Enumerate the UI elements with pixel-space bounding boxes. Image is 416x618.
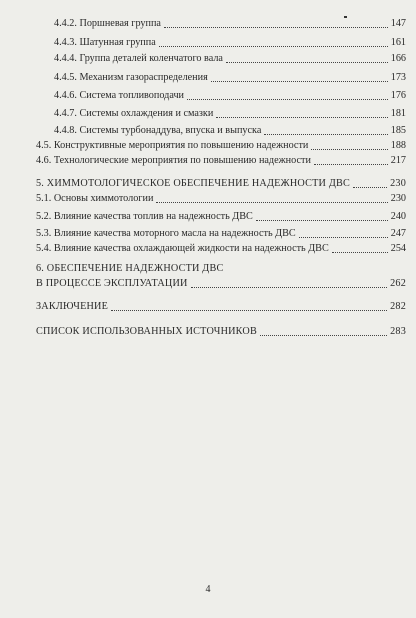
toc-entry-page: 176	[390, 90, 406, 101]
toc-entry-chapter-5[interactable]	[36, 178, 406, 190]
toc-entry-label: 4.5. Конструктивные мероприятия по повышению надежности	[36, 140, 309, 151]
toc-entry-label: ЗАКЛЮЧЕНИЕ	[36, 301, 109, 312]
leader-dots	[216, 117, 387, 118]
toc-entry-5-1[interactable]	[36, 193, 406, 205]
leader-dots	[211, 81, 388, 82]
leader-dots	[299, 237, 388, 238]
leader-dots	[187, 99, 388, 100]
toc-entry-4-5[interactable]	[36, 140, 406, 152]
leader-dots	[353, 187, 387, 188]
toc-entry-label: 5.1. Основы химмотологии	[36, 193, 154, 204]
toc-entry-page: 217	[390, 155, 406, 166]
toc-entry-page: 282	[390, 301, 406, 312]
toc-entry-4-6[interactable]	[36, 155, 406, 167]
toc-entry-label: 4.4.2. Поршневая группа	[54, 18, 161, 29]
toc-entry-label: 4.4.8. Системы турбонаддува, впуска и выпуска	[54, 125, 262, 136]
toc-entry-label: 4.4.4. Группа деталей коленчатого вала	[54, 53, 223, 64]
leader-dots	[260, 335, 387, 336]
toc-entry-5-2[interactable]	[36, 211, 406, 223]
toc-entry-page: 262	[390, 278, 406, 289]
leader-dots	[314, 164, 388, 165]
toc-chapter-6-title-line-1[interactable]: 6. ОБЕСПЕЧЕНИЕ НАДЕЖНОСТИ ДВС	[36, 263, 224, 274]
toc-entry-page: 185	[390, 125, 406, 136]
toc-entry-page: 166	[390, 53, 406, 64]
toc-entry-page: 147	[390, 18, 406, 29]
toc-entry-label: 5.3. Влияние качества моторного масла на надежность ДВС	[36, 228, 296, 239]
toc-entry-label: 5.2. Влияние качества топлив на надежность ДВС	[36, 211, 253, 222]
toc-entry-label: 4.4.3. Шатунная группа	[54, 37, 156, 48]
leader-dots	[332, 252, 388, 253]
toc-entry-4-4-2[interactable]	[54, 18, 406, 30]
toc-entry-label: 5.4. Влияние качества охлаждающей жидкости на надежность ДВС	[36, 243, 329, 254]
toc-entry-4-4-6[interactable]	[54, 90, 406, 102]
toc-entry-page: 181	[390, 108, 406, 119]
toc-entry-4-4-5[interactable]	[54, 72, 406, 84]
leader-dots	[191, 287, 388, 288]
toc-entry-label: 4.4.7. Системы охлаждения и смазки	[54, 108, 214, 119]
toc-entry-4-4-7[interactable]	[54, 108, 406, 120]
leader-dots	[164, 27, 388, 28]
toc-entry-page: 161	[390, 37, 406, 48]
leader-dots	[256, 220, 388, 221]
toc-entry-5-3[interactable]	[36, 228, 406, 240]
toc-entry-page: 230	[390, 193, 406, 204]
toc-entry-5-4[interactable]	[36, 243, 406, 255]
toc-entry-label: 4.4.6. Система топливоподачи	[54, 90, 185, 101]
toc-entry-chapter-6[interactable]	[36, 278, 406, 290]
toc-entry-page: 173	[390, 72, 406, 83]
toc-entry-label: В ПРОЦЕССЕ ЭКСПЛУАТАЦИИ	[36, 278, 188, 289]
toc-entry-label: 4.4.5. Механизм газораспределения	[54, 72, 208, 83]
toc-entry-label: СПИСОК ИСПОЛЬЗОВАННЫХ ИСТОЧНИКОВ	[36, 326, 257, 337]
toc-entry-label: 4.6. Технологические мероприятия по повышению надежности	[36, 155, 311, 166]
leader-dots	[111, 310, 387, 311]
toc-entry-page: 230	[390, 178, 406, 189]
toc-entry-4-4-3[interactable]	[54, 37, 406, 49]
page-number: 4	[205, 584, 211, 595]
toc-entry-page: 247	[390, 228, 406, 239]
toc-entry-page: 283	[390, 326, 406, 337]
toc-entry-4-4-8[interactable]	[54, 125, 406, 137]
leader-dots	[311, 149, 387, 150]
leader-dots	[226, 62, 388, 63]
toc-entry-4-4-4[interactable]	[54, 53, 406, 65]
leader-dots	[264, 134, 387, 135]
toc-entry-page: 254	[390, 243, 406, 254]
toc-entry-conclusion[interactable]	[36, 301, 406, 313]
toc-entry-page: 240	[390, 211, 406, 222]
toc-entry-page: 188	[390, 140, 406, 151]
leader-dots	[159, 46, 388, 47]
toc-entry-references[interactable]	[36, 326, 406, 338]
toc-entry-label: 5. ХИММОТОЛОГИЧЕСКОЕ ОБЕСПЕЧЕНИЕ НАДЕЖНОСТИ ДВС	[36, 178, 350, 189]
leader-dots	[156, 202, 387, 203]
